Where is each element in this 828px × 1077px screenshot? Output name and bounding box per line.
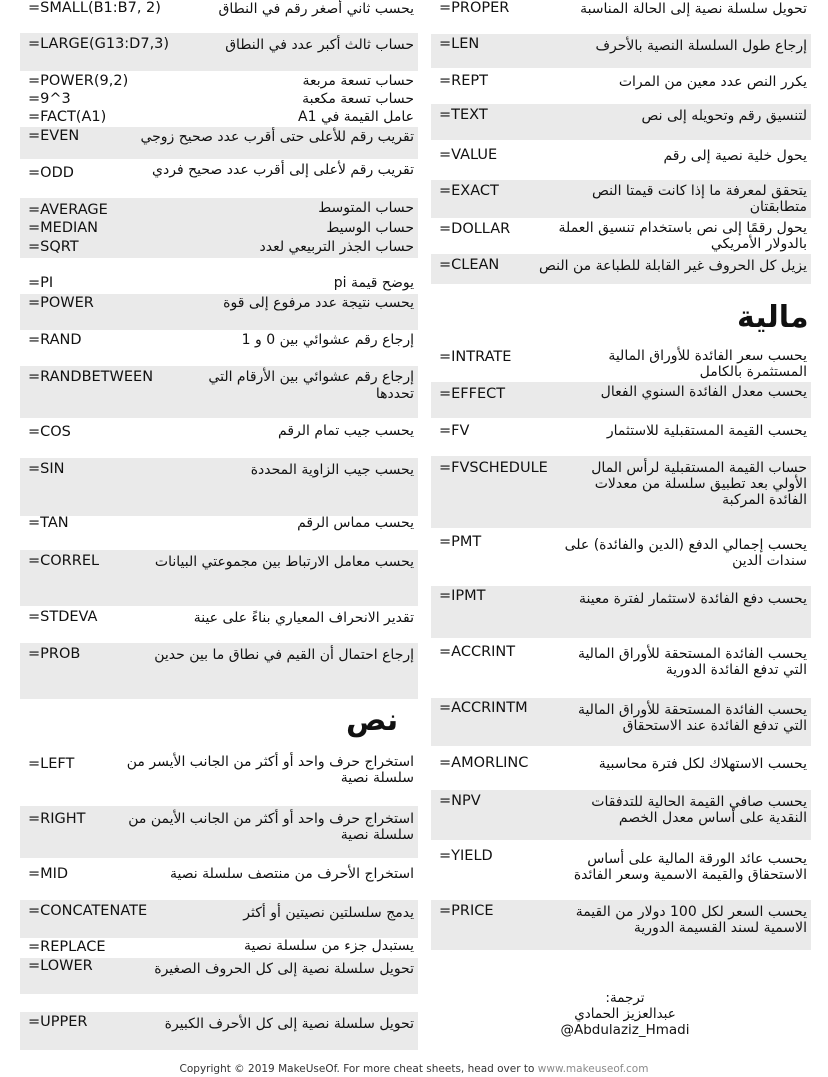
function-description: يحسب دفع الفائدة لاستثمار لفترة معينة [578,591,807,607]
function-row [20,91,418,109]
function-row [431,346,811,382]
function-description: تحويل سلسلة نصية إلى الحالة المناسبة [580,1,807,17]
function-description: يحسب ثاني أصغر رقم في النطاق [218,1,414,17]
function-row [20,1012,418,1050]
function-name: =REPLACE [28,939,106,955]
function-name: =SQRT [28,239,79,255]
function-name: =CLEAN [439,257,500,273]
function-name: =FVSCHEDULE [439,460,548,476]
function-row [431,382,811,418]
function-row [20,458,418,516]
function-name: =LEN [439,36,480,52]
function-row [431,698,811,746]
function-row [431,254,811,284]
function-row [20,806,418,858]
function-row [20,330,418,360]
function-description: يحسب صافي القيمة الحالية للتدفقات النقدية على أساس معدل الخصم [591,794,807,826]
function-description: حساب المتوسط [318,200,414,216]
function-description: يحسب جيب الزاوية المحددة [250,462,414,478]
function-row [431,420,811,450]
function-row [431,900,811,950]
function-name: =STDEVA [28,609,98,625]
function-name: =PROPER [439,0,510,16]
function-row [431,104,811,140]
function-row [20,109,418,127]
function-name: =AMORLINC [439,755,529,771]
function-row [431,70,811,98]
function-name: =ACCRINTM [439,700,528,716]
function-description: تحويل سلسلة نصية إلى كل الحروف الصغيرة [154,961,414,977]
function-name: =PRICE [439,903,494,919]
function-name: =SIN [28,461,65,477]
function-description: يحسب مماس الرقم [297,515,414,531]
function-name: =COS [28,424,71,440]
function-name: =TEXT [439,107,488,123]
function-name: =RIGHT [28,811,86,827]
function-name: =POWER [28,295,94,311]
function-description: يزيل كل الحروف غير القابلة للطباعة من النص [539,258,807,274]
function-name: =FACT(A1) [28,109,107,125]
function-description: حساب تسعة مكعبة [302,91,414,107]
copyright-text: Copyright © 2019 MakeUseOf. For more cheat sheets, head over to [179,1063,538,1075]
function-description: حساب ثالث أكبر عدد في النطاق [225,37,414,53]
function-name: =9^3 [28,91,71,107]
function-row [431,846,811,888]
function-name: =VALUE [439,147,498,163]
function-description: استخراج حرف واحد أو أكثر من الجانب الأيسر من سلسلة نصية [126,754,414,786]
function-description: يحسب الاستهلاك لكل فترة محاسبية [598,756,807,772]
function-name: =PMT [439,534,482,550]
function-description: حساب القيمة المستقبلية لرأس المال الأولي بعد تطبيق سلسلة من معدلات الفائدة المركبة [591,460,807,508]
function-row [431,34,811,68]
function-row [431,456,811,528]
function-description: إرجاع طول السلسلة النصية بالأحرف [595,38,807,54]
translator-name: عبدالعزيز الحمادي [574,1006,676,1022]
function-name: =ACCRINT [439,644,516,660]
function-description: استخراج حرف واحد أو أكثر من الجانب الأيمن من سلسلة نصية [128,811,414,843]
function-row [431,586,811,638]
function-description: عامل القيمة في A1 [298,109,414,125]
function-name: =NPV [439,793,481,809]
function-name: =ODD [28,165,74,181]
function-description: يحول خلية نصية إلى رقم [663,148,807,164]
footer [0,1063,828,1075]
footer-link[interactable]: www.makeuseof.com [537,1063,649,1075]
function-description: تحويل سلسلة نصية إلى كل الأحرف الكبيرة [164,1016,414,1032]
function-description: تقريب رقم لأعلى إلى أقرب عدد صحيح فردي [152,162,414,178]
function-description: يحسب القيمة المستقبلية للاستثمار [606,423,807,439]
function-name: =INTRATE [439,349,512,365]
function-description: يحسب السعر لكل 100 دولار من القيمة الاسمية لسند القسيمة الدورية [575,904,807,936]
function-name: =SMALL(B1:B7, 2) [28,0,161,16]
function-name: =MEDIAN [28,220,99,236]
function-name: =EFFECT [439,386,506,402]
function-description: إرجاع احتمال أن القيم في نطاق ما بين حدين [154,647,414,663]
function-description: يستبدل جزء من سلسلة نصية [243,938,414,954]
function-row [20,127,418,159]
function-row [431,0,811,20]
function-description: حساب الوسيط [326,220,414,236]
function-name: =POWER(9,2) [28,73,129,89]
function-name: =DOLLAR [439,221,511,237]
function-row [431,790,811,840]
function-name: =UPPER [28,1014,88,1030]
function-description: يحسب سعر الفائدة للأوراق المالية المستثمرة بالكامل [608,348,807,380]
function-description: إرجاع رقم عشوائي بين 0 و 1 [241,332,414,348]
function-name: =EVEN [28,128,80,144]
function-row [20,422,418,450]
function-row [20,939,418,959]
function-row [20,900,418,938]
function-row [20,864,418,892]
function-row [20,512,418,540]
function-row [20,606,418,636]
function-name: =RAND [28,332,82,348]
translator-credit [555,990,695,1038]
function-row [20,239,418,257]
function-description: يحسب الفائدة المستحقة للأوراق المالية التي تدفع الفائدة عند الاستحقاق [577,702,807,734]
function-row [431,180,811,218]
function-name: =YIELD [439,848,493,864]
function-name: =TAN [28,515,69,531]
function-description: يحسب معامل الارتباط بين مجموعتي البيانات [154,554,414,570]
function-name: =PI [28,275,54,291]
function-description: تقريب رقم للأعلى حتى أقرب عدد صحيح زوجي [140,129,414,145]
function-description: يكرر النص عدد معين من المرات [618,74,807,90]
function-row [20,366,418,418]
function-description: يحسب الفائدة المستحقة للأوراق المالية التي تدفع الفائدة الدورية [577,646,807,678]
function-name: =LEFT [28,756,75,772]
section-heading-text: نص [346,703,399,738]
translator-handle: @Abdulaziz_Hmadi [560,1022,690,1038]
function-name: =LARGE(G13:D7,3) [28,36,170,52]
function-description: يحسب إجمالي الدفع (الدين والفائدة) على سندات الدين [564,537,807,569]
function-description: يحسب نتيجة عدد مرفوع إلى قوة [223,295,414,311]
function-name: =CORREL [28,553,100,569]
function-row [20,33,418,71]
function-description: حساب الجذر التربيعي لعدد [259,239,414,255]
section-heading-finance: مالية [737,300,809,335]
function-description: يحسب معدل الفائدة السنوي الفعال [600,384,807,400]
function-row [431,144,811,172]
function-description: يتحقق لمعرفة ما إذا كانت قيمتا النص متطابقتان [591,183,807,215]
function-description: يحول رقمًا إلى نص باستخدام تنسيق العملة بالدولار الأمريكي [558,220,807,252]
function-description: تقدير الانحراف المعياري بناءً على عينة [193,610,414,626]
function-name: =REPT [439,73,488,89]
function-description: حساب تسعة مربعة [302,73,414,89]
function-row [20,72,418,91]
function-name: =LOWER [28,958,93,974]
function-name: =PROB [28,646,81,662]
function-description: لتنسيق رقم وتحويله إلى نص [641,108,807,124]
function-description: يوضح قيمة pi [333,275,414,291]
function-description: إرجاع رقم عشوائي بين الأرقام التي تحددها [208,369,414,402]
function-name: =RANDBETWEEN [28,369,154,385]
function-description: استخراج الأحرف من منتصف سلسلة نصية [169,866,414,882]
function-name: =CONCATENATE [28,903,148,919]
function-row [20,294,418,330]
function-name: =FV [439,423,470,439]
credit-label: ترجمة: [605,990,645,1006]
function-description: يدمج سلسلتين نصيتين أو أكثر [243,905,414,921]
function-row [431,642,811,692]
function-row [20,160,418,196]
function-row [20,550,418,606]
function-row [20,958,418,994]
function-row [431,752,811,780]
function-row [431,218,811,254]
function-row [20,752,418,802]
function-row [431,532,811,574]
function-name: =AVERAGE [28,202,108,218]
function-row [20,220,418,238]
function-name: =MID [28,866,69,882]
function-description: يحسب جيب تمام الرقم [278,423,414,439]
function-row [20,272,418,294]
function-row [20,643,418,699]
function-row [20,0,418,20]
function-description: يحسب عائد الورقة المالية على أساس الاستحقاق والقيمة الاسمية وسعر الفائدة [573,851,807,883]
function-name: =EXACT [439,183,499,199]
function-name: =IPMT [439,588,486,604]
